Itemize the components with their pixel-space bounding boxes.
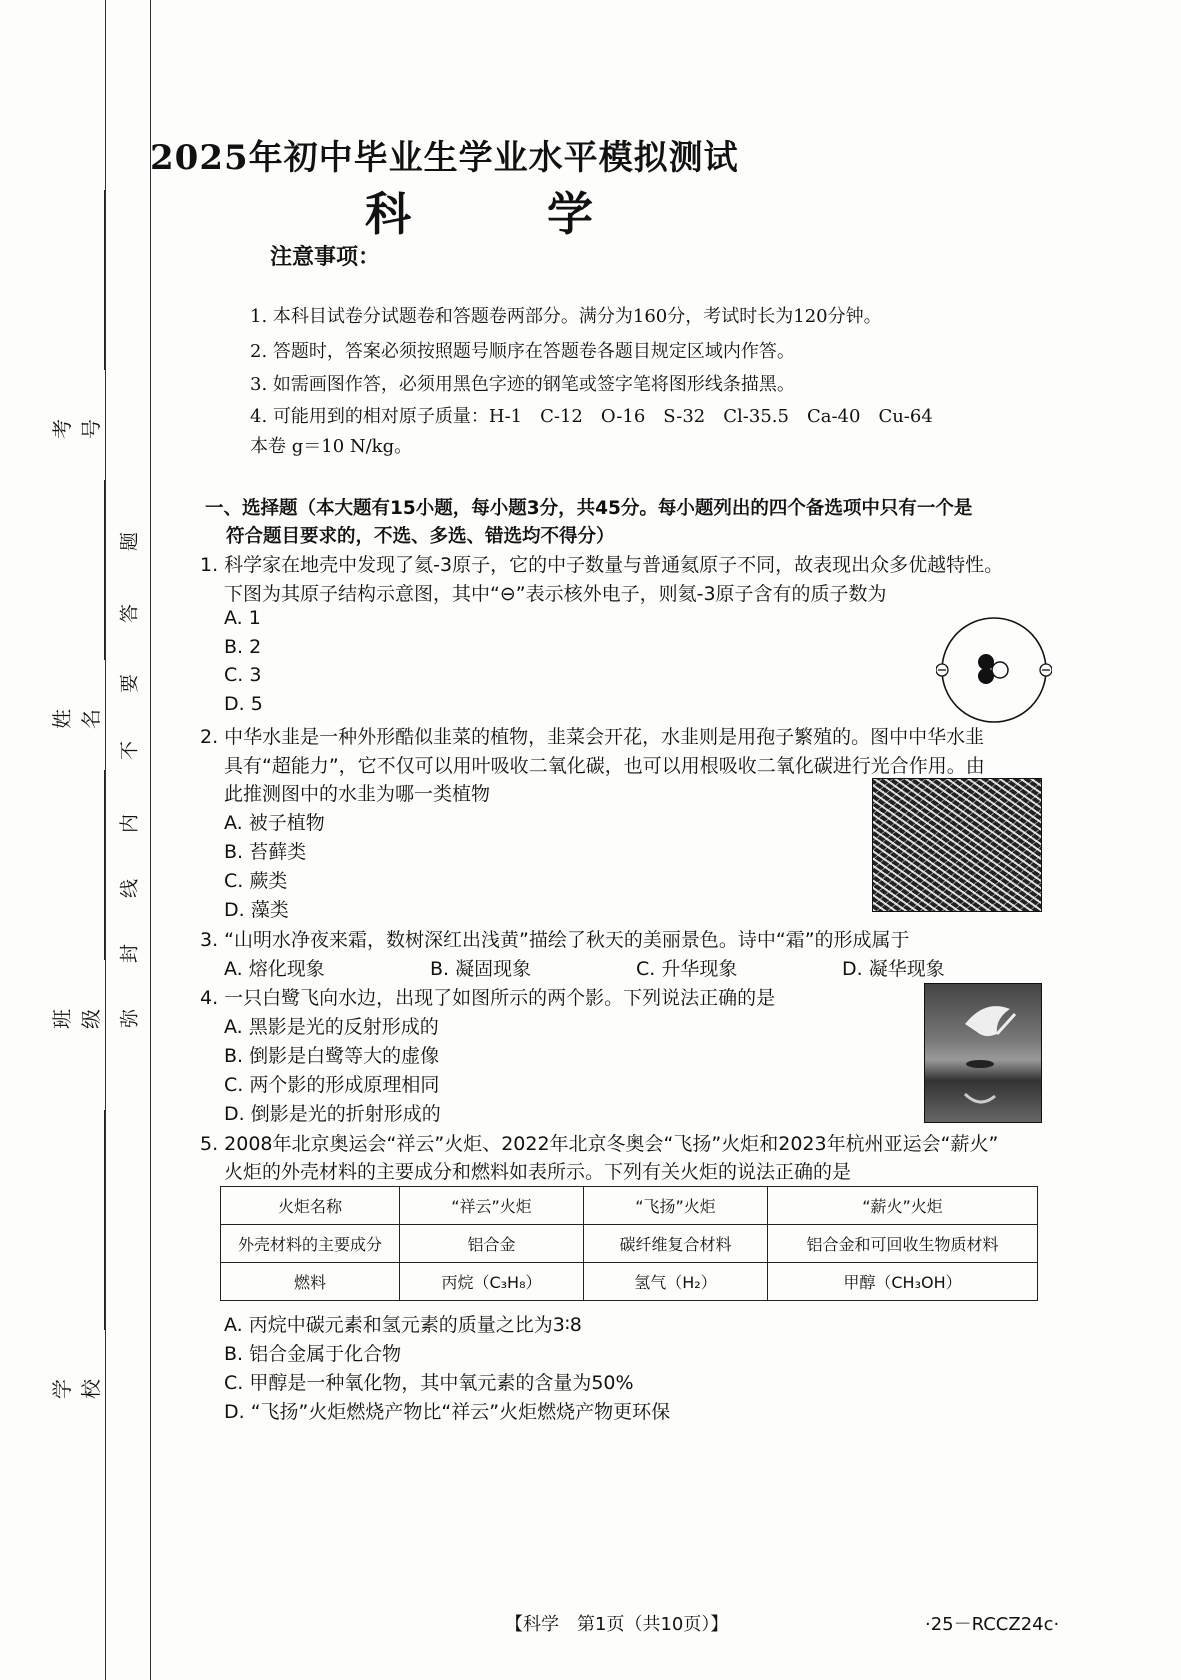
table-cell: “飞扬”火炬 xyxy=(584,1187,768,1225)
table-cell: 铝合金 xyxy=(400,1225,584,1263)
seal-char: 要 xyxy=(118,674,141,694)
question-2-stem: 此推测图中的水韭为哪一类植物 xyxy=(224,783,491,805)
table-cell: 丙烷（C₃H₈） xyxy=(400,1263,584,1301)
table-cell: 氢气（H₂） xyxy=(584,1263,768,1301)
question-1-option[interactable]: D. 5 xyxy=(224,693,263,715)
question-1-option[interactable]: A. 1 xyxy=(224,607,261,629)
question-3-option[interactable]: C. 升华现象 xyxy=(636,958,738,980)
seal-char: 题 xyxy=(118,532,141,552)
question-3-option[interactable]: A. 熔化现象 xyxy=(224,958,325,980)
question-5-stem: 火炬的外壳材料的主要成分和燃料如表所示。下列有关火炬的说法正确的是 xyxy=(224,1161,852,1183)
table-row xyxy=(221,1263,1038,1301)
seal-char: 答 xyxy=(118,604,141,624)
question-3-option[interactable]: B. 凝固现象 xyxy=(430,958,532,980)
binding-margin xyxy=(0,0,160,1680)
table-cell: 甲醇（CH₃OH） xyxy=(768,1263,1038,1301)
question-1-stem: 1. 科学家在地壳中发现了氦-3原子，它的中子数量与普通氦原子不同，故表现出众多优越特性。 xyxy=(200,554,1004,576)
table-cell: “祥云”火炬 xyxy=(400,1187,584,1225)
question-4-option[interactable]: D. 倒影是光的折射形成的 xyxy=(224,1103,441,1125)
seal-char: 线 xyxy=(118,879,141,899)
name-blank[interactable] xyxy=(104,480,105,660)
table-row xyxy=(221,1225,1038,1263)
question-5-option[interactable]: B. 铝合金属于化合物 xyxy=(224,1343,402,1365)
question-5-stem: 5. 2008年北京奥运会“祥云”火炬、2022年北京冬奥会“飞扬”火炬和2023年杭州亚运会“薪火” xyxy=(200,1133,999,1155)
torch-table xyxy=(220,1186,1038,1301)
question-1-stem: 下图为其原子结构示意图，其中“⊖”表示核外电子，则氦-3原子含有的质子数为 xyxy=(224,583,887,605)
egret-photo xyxy=(924,983,1042,1123)
binding-line xyxy=(105,0,106,1680)
question-2-option[interactable]: A. 被子植物 xyxy=(224,812,325,834)
page-number: 【科学 第1页（共10页）】 xyxy=(505,1614,729,1635)
question-4-option[interactable]: C. 两个影的形成原理相同 xyxy=(224,1074,440,1096)
question-1-option[interactable]: C. 3 xyxy=(224,664,262,686)
question-3-option[interactable]: D. 凝华现象 xyxy=(842,958,945,980)
notice-heading: 注意事项： xyxy=(270,245,381,270)
seal-char: 不 xyxy=(118,741,141,761)
table-cell: 外壳材料的主要成分 xyxy=(221,1225,400,1263)
question-2-option[interactable]: B. 苔藓类 xyxy=(224,841,307,863)
school-blank[interactable] xyxy=(104,1110,105,1330)
seal-char: 封 xyxy=(118,944,141,964)
atom-diagram xyxy=(936,612,1052,728)
school-label: 学校 xyxy=(50,1379,103,1399)
name-label: 姓名 xyxy=(50,709,103,729)
question-5-option[interactable]: D. “飞扬”火炬燃烧产物比“祥云”火炬燃烧产物更环保 xyxy=(224,1401,671,1423)
question-4-option[interactable]: B. 倒影是白鹭等大的虚像 xyxy=(224,1045,440,1067)
table-cell: 碳纤维复合材料 xyxy=(584,1225,768,1263)
question-4-stem: 4. 一只白鹭飞向水边，出现了如图所示的两个影。下列说法正确的是 xyxy=(200,987,776,1009)
notice-item: 1. 本科目试卷分试题卷和答题卷两部分。满分为160分，考试时长为120分钟。 xyxy=(250,306,882,327)
seal-char: 弥 xyxy=(118,1009,141,1029)
class-label: 班级 xyxy=(50,1009,103,1029)
question-2-option[interactable]: D. 藻类 xyxy=(224,899,289,921)
table-row xyxy=(221,1187,1038,1225)
notice-item: 3. 如需画图作答，必须用黑色字迹的钢笔或签字笔将图形线条描黑。 xyxy=(250,374,795,395)
question-2-option[interactable]: C. 蕨类 xyxy=(224,870,288,892)
question-4-option[interactable]: A. 黑影是光的反射形成的 xyxy=(224,1016,439,1038)
question-5-option[interactable]: C. 甲醇是一种氧化物，其中氧元素的含量为50% xyxy=(224,1372,634,1394)
quillwort-photo xyxy=(872,778,1042,912)
table-cell: “薪火”火炬 xyxy=(768,1187,1038,1225)
paper-code: ·25－RCCZ24c· xyxy=(925,1614,1060,1635)
section-heading-cont: 符合题目要求的，不选、多选、错选均不得分） xyxy=(226,526,615,547)
table-cell: 火炬名称 xyxy=(221,1187,400,1225)
egret-icon xyxy=(925,984,1041,1122)
seal-char: 内 xyxy=(118,814,141,834)
exam-title: 2025年初中毕业生学业水平模拟测试 xyxy=(150,138,739,178)
question-5-option[interactable]: A. 丙烷中碳元素和氢元素的质量之比为3∶8 xyxy=(224,1314,582,1336)
nucleus-particle-icon xyxy=(992,662,1008,678)
notice-item: 2. 答题时，答案必须按照题号顺序在答题卷各题目规定区域内作答。 xyxy=(250,341,795,362)
table-cell: 铝合金和可回收生物质材料 xyxy=(768,1225,1038,1263)
question-3-stem: 3. “山明水净夜来霜，数树深红出浅黄”描绘了秋天的美丽景色。诗中“霜”的形成属于 xyxy=(200,929,910,951)
question-2-stem: 具有“超能力”，它不仅可以用叶吸收二氧化碳，也可以用根吸收二氧化碳进行光合作用。由 xyxy=(224,755,985,777)
question-1-option[interactable]: B. 2 xyxy=(224,636,262,658)
subject-title: 科 学 xyxy=(365,187,654,241)
notice-item: 4. 可能用到的相对原子质量：H-1 C-12 O-16 S-32 Cl-35.5 Ca-40 Cu-64 xyxy=(250,406,933,427)
question-2-stem: 2. 中华水韭是一种外形酷似韭菜的植物，韭菜会开花，水韭则是用孢子繁殖的。图中中华水韭 xyxy=(200,726,985,748)
section-heading: 一、选择题（本大题有15小题，每小题3分，共45分。每小题列出的四个备选项中只有一个是 xyxy=(205,498,973,519)
class-blank[interactable] xyxy=(104,770,105,960)
notice-item: 本卷 g＝10 N/kg。 xyxy=(250,436,413,457)
seal-line xyxy=(150,0,151,1680)
exam-number-blank[interactable] xyxy=(104,190,105,370)
nucleus-particle-icon xyxy=(978,668,994,684)
exam-number-label: 考号 xyxy=(50,419,103,439)
table-cell: 燃料 xyxy=(221,1263,400,1301)
